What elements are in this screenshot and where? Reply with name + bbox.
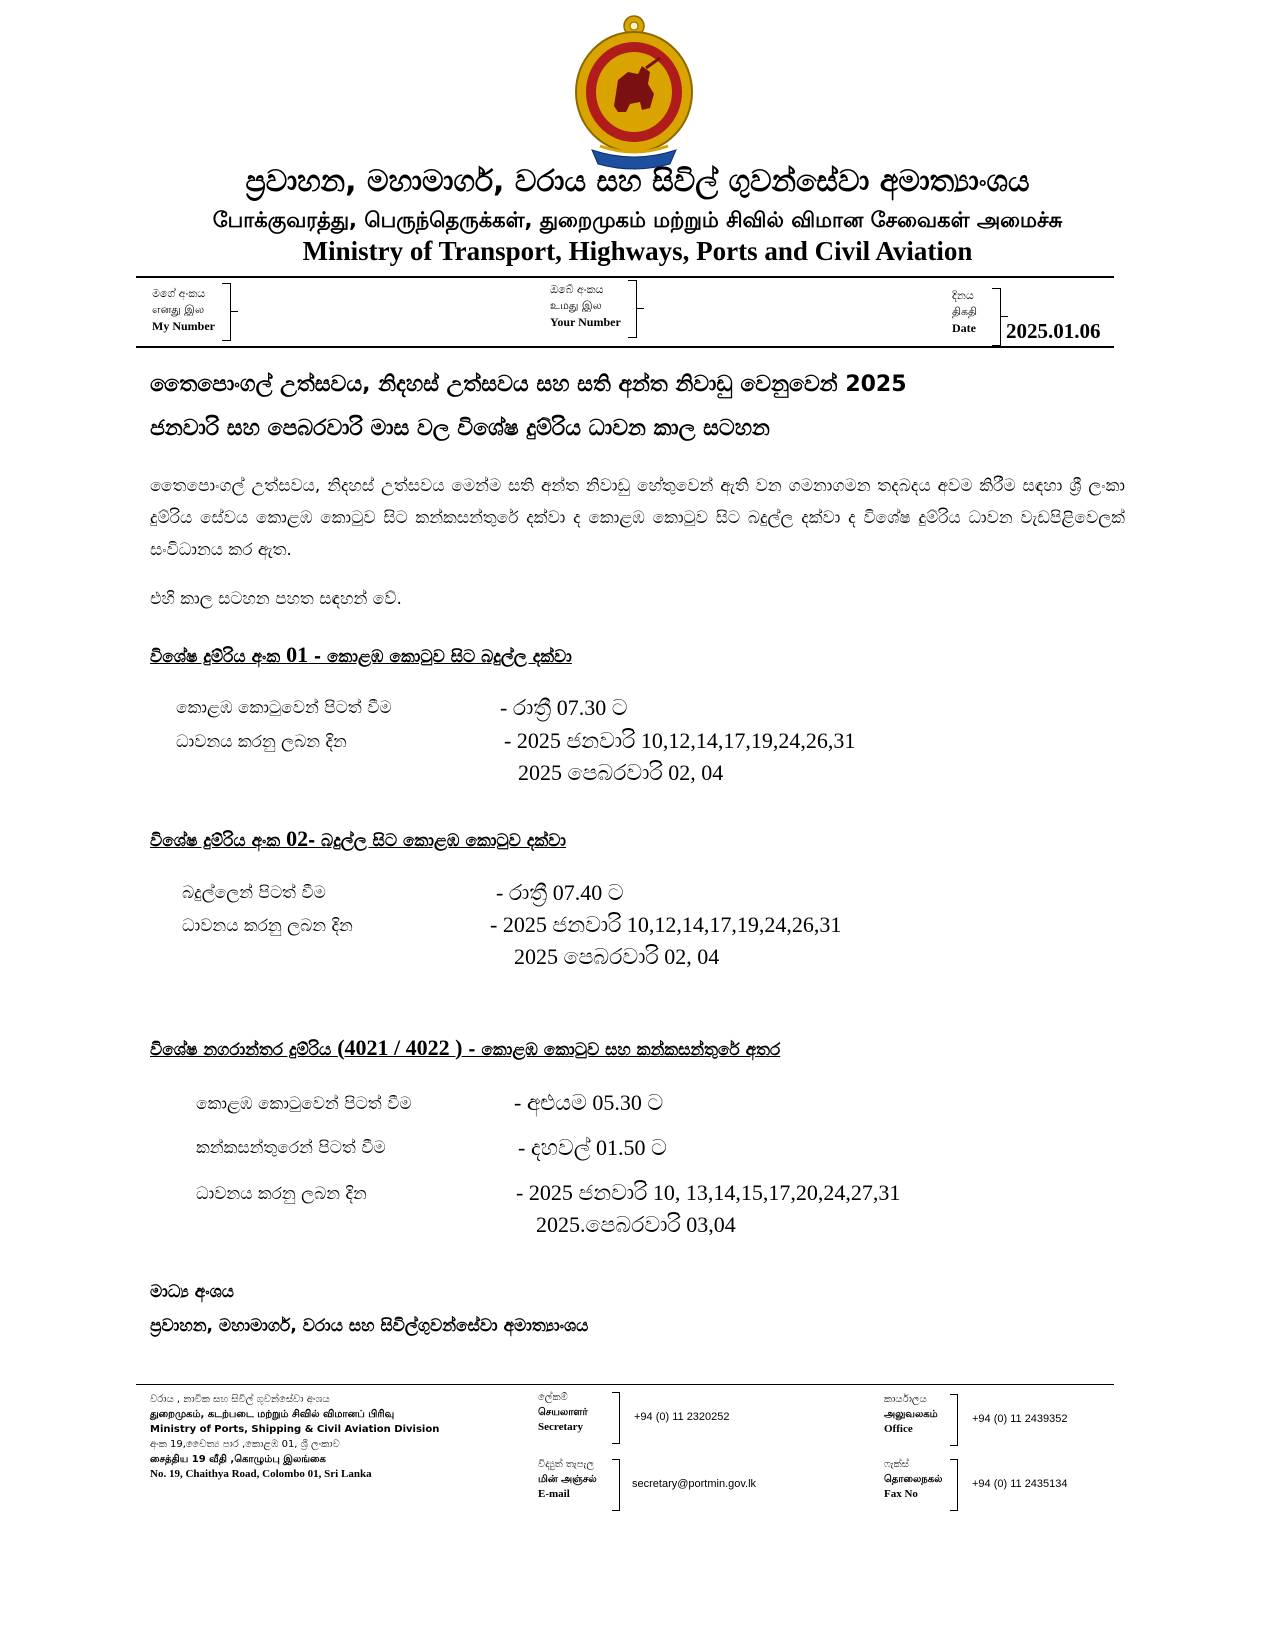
footer-rule bbox=[136, 1384, 1114, 1385]
section-2-departure-value: - රාත්‍රී 07.40 ට bbox=[496, 880, 624, 905]
schedule-intro: එහි කාල සටහන පහත සඳහන් වේ. bbox=[150, 589, 402, 609]
section-3-days-value-1: - 2025 ජනවාරි 10, 13,14,15,17,20,24,27,31 bbox=[516, 1180, 901, 1205]
section-3-departure-value: - අළුයම 05.30 ට bbox=[514, 1090, 664, 1115]
date-value: 2025.01.06 bbox=[1006, 319, 1101, 343]
section-3-return-label: කන්කසන්තුරෙන් පිටත් වීම bbox=[196, 1138, 386, 1158]
section-1-departure-label: කොළඹ කොටුවෙන් පිටත් වීම bbox=[176, 698, 392, 718]
sri-lanka-emblem bbox=[572, 14, 696, 174]
footer-email-address: secretary@portmin.gov.lk bbox=[632, 1478, 757, 1490]
section-1-days-label: ධාවනය කරනු ලබන දින bbox=[176, 732, 347, 752]
date-bracket bbox=[992, 288, 1001, 346]
header-bottom-rule bbox=[136, 346, 1114, 348]
signature-ministry: ප්‍රවාහන, මහාමාර්ග, වරාය සහ සිවිල්ගුවන්සේවා අමාත්‍යාංශය bbox=[150, 1316, 589, 1336]
ministry-title-tamil: போக்குவரத்து, பெருந்தெருக்கள், துறைமுகம் மற்றும் சிவில் விமான சேவைகள் அமைச்சு bbox=[212, 208, 1063, 232]
my-number-bracket bbox=[222, 283, 231, 341]
section-2-days-value-1: - 2025 ජනවාරි 10,12,14,17,19,24,26,31 bbox=[490, 912, 842, 937]
header-top-rule bbox=[136, 276, 1114, 278]
section-1-departure-value: - රාත්‍රී 07.30 ට bbox=[500, 695, 628, 720]
section-1-days-value-2: 2025 පෙබරවාරි 02, 04 bbox=[518, 760, 724, 785]
section-1-title: විශේෂ දුම්රිය අංක 01 - කොළඹ කොටුව සිට බදුල්ල දක්වා bbox=[150, 642, 572, 667]
section-3-return-value: - දහවල් 01.50 ට bbox=[518, 1135, 667, 1160]
signature-division: මාධ්‍ය අංශය bbox=[150, 1282, 234, 1302]
footer-division-block: වරාය , නාවික සහ සිවිල් ගුවන්සේවා අංශය துறைமுகம், கடற்படை மற்றும் சிவில் விமானப் பிரிவு Ministry of Ports, Shipping & Civil Aviation Division අංක 19,චෛත්‍ය පාර ,කොළඹ 01, ශ්‍රී ලංකාව சைத்திய 19 வீதி ,கொழும்பு இலங்கை No. 19, Chaithya Road, Colombo 01, Sri Lanka bbox=[150, 1394, 440, 1480]
footer-office-label: කාර්යාලය அலுவலகம் Office bbox=[884, 1394, 938, 1435]
body-paragraph: තෛපොංගල් උත්සවය, නිදහස් උත්සවය මෙන්ම සති අන්ත නිවාඩු හේතුවෙන් ඇති වන ගමනාගමන තදබදය අවම කිරීම සඳහා ශ්‍රී ලංකා දුම්රිය සේවය කොළඹ කොටුව සිට කන්කසන්තුරේ දක්වා ද කොළඹ කොටුව සිට බදුල්ල දක්වා ද විශේෂ දුම්රිය ධාවන වැඩපිළිවෙලක් සංවිධානය කර ඇත. bbox=[150, 476, 1125, 560]
section-1-days-value-1: - 2025 ජනවාරි 10,12,14,17,19,24,26,31 bbox=[504, 728, 856, 753]
footer-email-label: විද්‍යුත් තැපැල மின் அஞ்சல் E-mail bbox=[538, 1459, 597, 1500]
date-label: දිනය திகதி Date bbox=[952, 289, 978, 335]
your-number-label: ඔබේ අංකය உமது இல Your Number bbox=[550, 283, 621, 329]
section-3-days-value-2: 2025.පෙබරවාරි 03,04 bbox=[536, 1212, 736, 1237]
footer-secretary-phone: +94 (0) 11 2320252 bbox=[634, 1411, 730, 1423]
section-3-departure-label: කොළඹ කොටුවෙන් පිටත් වීම bbox=[196, 1094, 412, 1114]
footer-fax-number: +94 (0) 11 2435134 bbox=[972, 1478, 1068, 1490]
footer-secretary-label: ලේකම් செயலாளர் Secretary bbox=[538, 1392, 588, 1433]
my-number-label: මගේ අංකය எனது இல My Number bbox=[152, 287, 215, 333]
section-3-title: විශේෂ නගරාන්තර දුම්රිය (4021 / 4022 ) - කොළඹ කොටුව සහ කන්කසන්තුරේ අතර bbox=[150, 1035, 781, 1060]
footer-fax-label: ෆැක්ස් தொலைநகல் Fax No bbox=[884, 1459, 943, 1500]
section-2-days-value-2: 2025 පෙබරවාරි 02, 04 bbox=[514, 944, 720, 969]
section-2-departure-label: බදුල්ලෙන් පිටත් වීම bbox=[182, 883, 326, 903]
ministry-title-sinhala: ප්‍රවාහන, මහාමාර්ග, වරාය සහ සිවිල් ගුවන්සේවා අමාත්‍යාංශය bbox=[245, 164, 1030, 199]
section-3-days-label: ධාවනය කරනු ලබන දින bbox=[196, 1184, 367, 1204]
footer-office-phone: +94 (0) 11 2439352 bbox=[972, 1413, 1068, 1425]
section-2-title: විශේෂ දුම්රිය අංක 02- බදුල්ල සිට කොළඹ කොටුව දක්වා bbox=[150, 826, 566, 851]
section-2-days-label: ධාවනය කරනු ලබන දින bbox=[182, 916, 353, 936]
your-number-bracket bbox=[628, 280, 637, 338]
ministry-title-english: Ministry of Transport, Highways, Ports and Civil Aviation bbox=[302, 236, 973, 266]
